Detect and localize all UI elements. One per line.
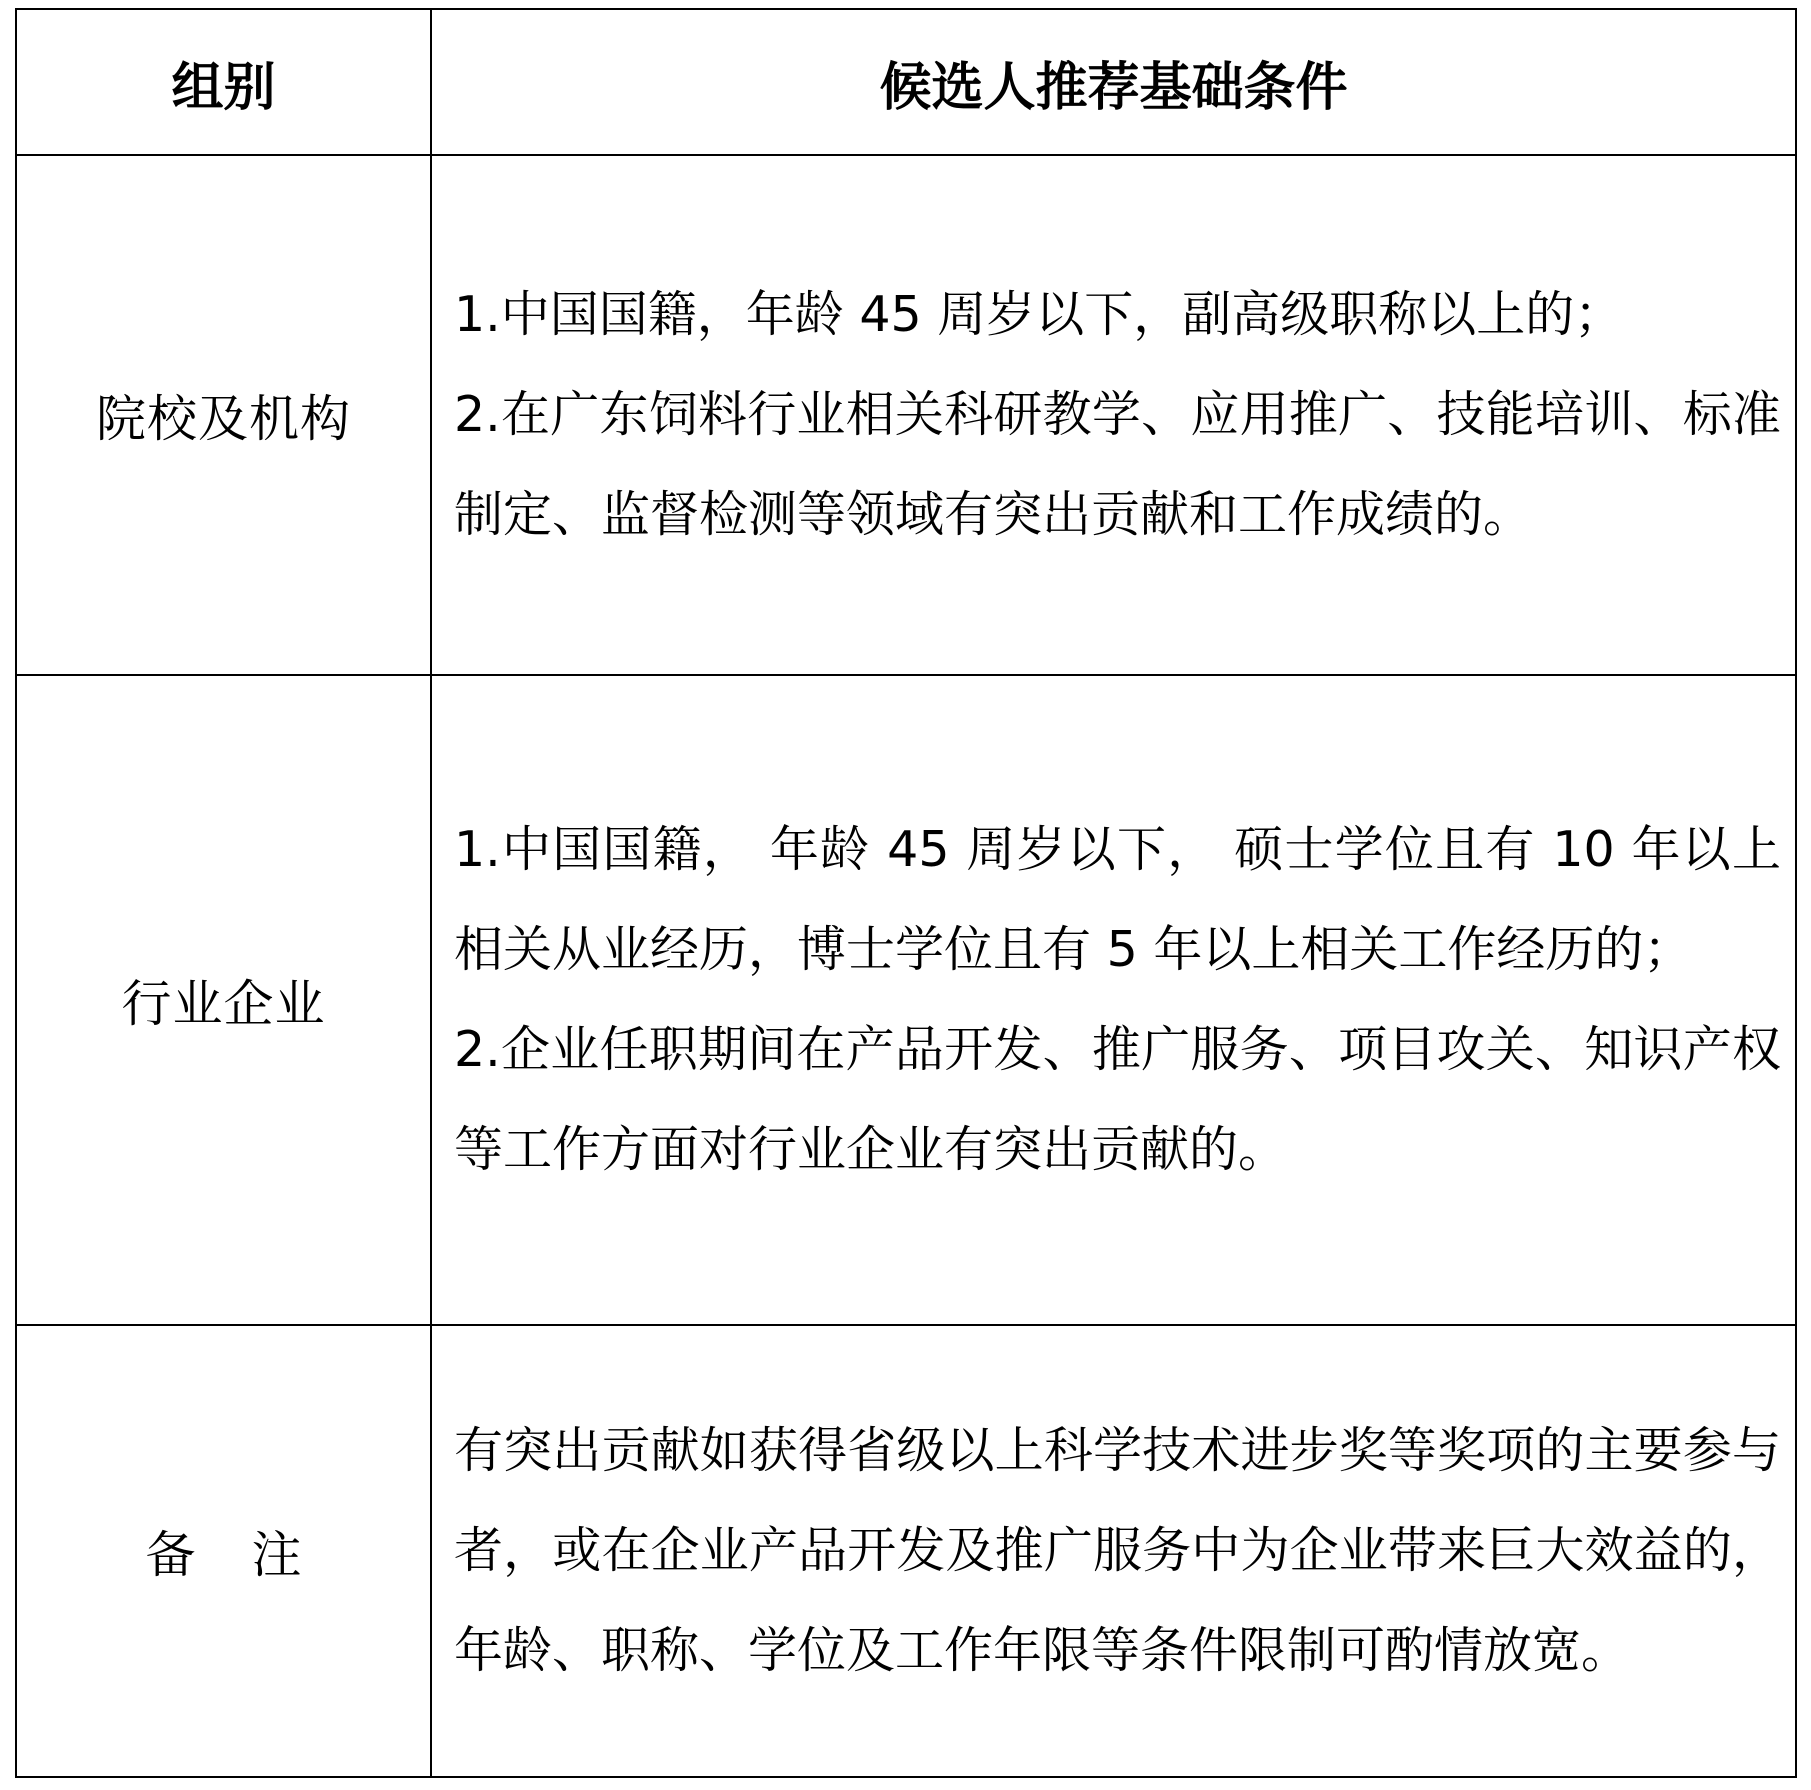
- header-group: 组别: [16, 9, 431, 155]
- conditions-text: [454, 800, 1781, 1200]
- condition-item: 有突出贡献如获得省级以上科学技术进步奖等奖项的主要参与者，或在企业产品开发及推广服务中为企业带来巨大效益的，年龄、职称、学位及工作年限等条件限制可酌情放宽。: [454, 1422, 1781, 1679]
- criteria-table: [15, 8, 1797, 1778]
- condition-item: 1.中国国籍，年龄 45 周岁以下，副高级职称以上的；: [454, 286, 1624, 343]
- table-row: [16, 1325, 1796, 1777]
- condition-item: 1.中国国籍， 年龄 45 周岁以下， 硕士学位且有 10 年以上相关从业经历，博士学位且有 5 年以上相关工作经历的；: [454, 821, 1781, 978]
- header-conditions: 候选人推荐基础条件: [431, 9, 1796, 155]
- conditions-cell: [431, 1325, 1796, 1777]
- conditions-cell: [431, 675, 1796, 1325]
- table-row: [16, 675, 1796, 1325]
- conditions-text: [454, 265, 1781, 565]
- criteria-sheet: [15, 8, 1795, 1778]
- table-row: [16, 155, 1796, 675]
- group-institutions: 院校及机构: [16, 155, 431, 675]
- group-enterprises: 行业企业: [16, 675, 431, 1325]
- condition-item: 2.在广东饲料行业相关科研教学、应用推广、技能培训、标准制定、监督检测等领域有突出贡献和工作成绩的。: [454, 386, 1781, 543]
- table-header-row: [16, 9, 1796, 155]
- condition-item: 2.企业任职期间在产品开发、推广服务、项目攻关、知识产权等工作方面对行业企业有突出贡献的。: [454, 1021, 1781, 1178]
- conditions-cell: [431, 155, 1796, 675]
- conditions-text: [454, 1401, 1781, 1701]
- group-remarks: [16, 1325, 431, 1777]
- remarks-label: 备注: [145, 1526, 358, 1584]
